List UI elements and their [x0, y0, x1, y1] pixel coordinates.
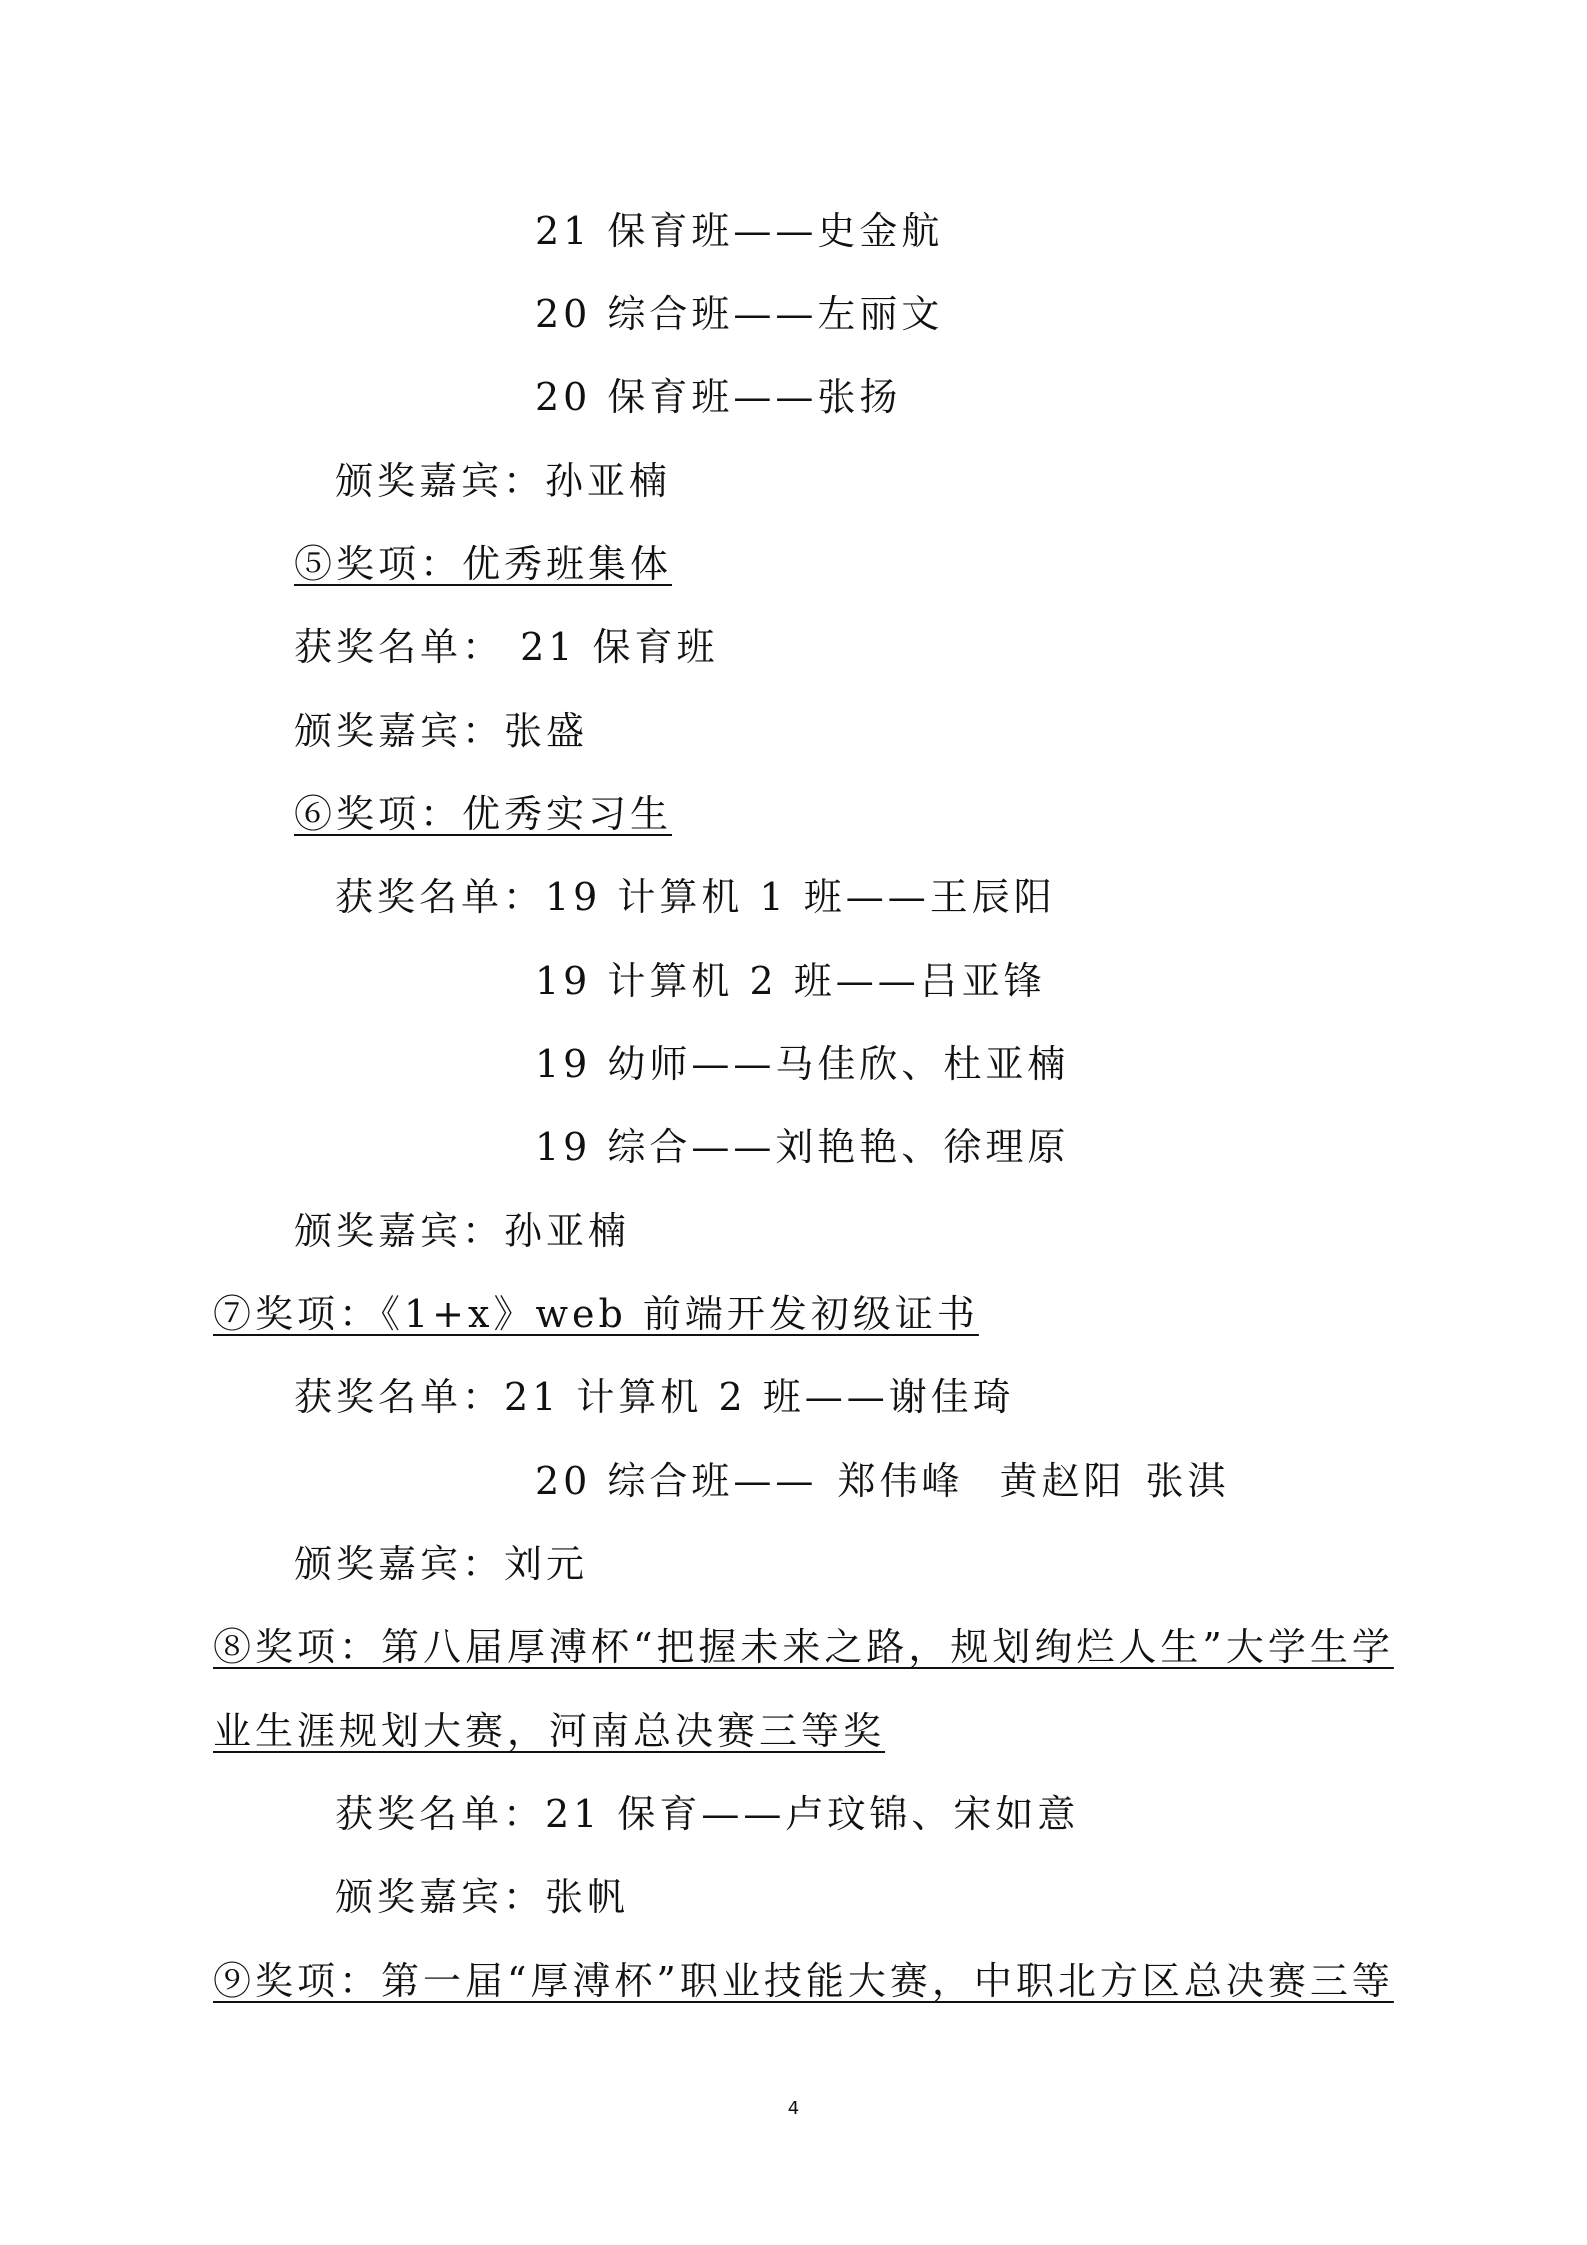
winner-line: 21 保育班——史金航: [535, 209, 944, 253]
presenter-line: 颁奖嘉宾：刘元: [294, 1542, 589, 1586]
winner-line: 20 保育班——张扬: [535, 375, 902, 419]
winner-name: 黄赵阳: [999, 1459, 1126, 1503]
award-heading: ⑥奖项：优秀实习生: [294, 792, 673, 836]
winner-line: 20 综合班——左丽文: [535, 292, 944, 336]
award-heading: ⑦奖项：《1+x》web 前端开发初级证书: [213, 1292, 979, 1336]
award-heading: ⑧奖项：第八届厚溥杯“把握未来之路，规划绚烂人生”大学生学: [213, 1625, 1394, 1669]
winner-line: [535, 1458, 1229, 1504]
winner-name: 张淇: [1145, 1459, 1230, 1503]
winner-line: 19 综合——刘艳艳、徐理原: [535, 1125, 1070, 1169]
presenter-line: 颁奖嘉宾：张帆: [335, 1875, 630, 1919]
award-heading: ⑤奖项：优秀班集体: [294, 542, 673, 586]
winner-list-line: 获奖名单：21 保育——卢玟锦、宋如意: [335, 1792, 1080, 1836]
presenter-line: 颁奖嘉宾：孙亚楠: [294, 1209, 631, 1253]
page-number: 4: [787, 2098, 800, 2119]
winner-class-label: 20 综合班——: [535, 1459, 818, 1503]
award-heading-continued: 业生涯规划大赛，河南总决赛三等奖: [213, 1709, 886, 1753]
winner-list-line: 获奖名单：21 计算机 2 班——谢佳琦: [294, 1375, 1015, 1419]
winner-list-line: 获奖名单： 21 保育班: [294, 625, 719, 669]
winner-name: 郑伟峰: [837, 1459, 964, 1503]
award-heading: ⑨奖项：第一届“厚溥杯”职业技能大赛，中职北方区总决赛三等: [213, 1959, 1394, 2003]
winner-line: 19 幼师——马佳欣、杜亚楠: [535, 1042, 1070, 1086]
winner-list-line: 获奖名单：19 计算机 1 班——王辰阳: [335, 875, 1056, 919]
winner-line: 19 计算机 2 班——吕亚锋: [535, 959, 1046, 1003]
presenter-line: 颁奖嘉宾：孙亚楠: [335, 459, 672, 503]
presenter-line: 颁奖嘉宾：张盛: [294, 709, 589, 753]
